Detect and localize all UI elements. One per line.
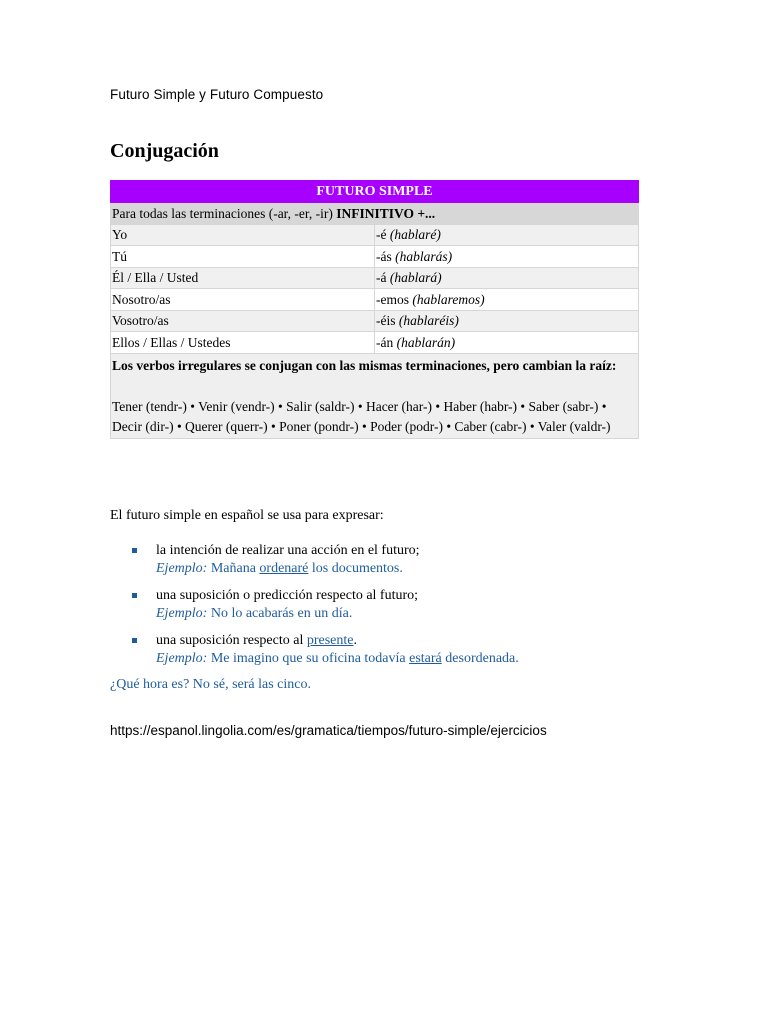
list-item (130, 542, 519, 577)
ending-example: (hablarás) (395, 248, 453, 264)
irregular-list: Tener (tendr-) • Venir (vendr-) • Salir (saldr-) • Hacer (har-) • Haber (habr-) • Saber (sabr-) • Decir (dir-) • Querer (querr-) • Poner (pondr-) • Poder (podr-) • Caber (cabr-) • Valer (valdr-) (112, 398, 611, 434)
example-label: Ejemplo: (156, 605, 208, 621)
example-text: Me imagino que su oficina todavía (207, 650, 410, 666)
usage-text-end: . (353, 633, 358, 648)
table-row (111, 246, 639, 268)
intro-text: Para todas las terminaciones (-ar, -er, -ir) (112, 205, 337, 221)
table-heading: FUTURO SIMPLE (111, 181, 639, 203)
ending-example: (hablaréis) (398, 313, 459, 329)
usage-example (156, 560, 519, 578)
person-cell: Tú (111, 246, 375, 268)
ending-text: -emos (376, 291, 413, 307)
intro-bold: INFINITIVO +... (336, 205, 436, 221)
ending-text: -éis (376, 313, 399, 329)
example-text-end: desordenada. (441, 650, 519, 666)
table-heading-row (111, 181, 639, 203)
table-row (111, 332, 639, 354)
example-text-end: los documentos. (308, 560, 403, 576)
table-intro-row (111, 203, 639, 225)
usage-text (156, 587, 519, 605)
usage-text (156, 632, 519, 650)
person-cell: Nosotro/as (111, 289, 375, 311)
example-text: No lo acabarás en un día. (207, 605, 353, 621)
document-header: Futuro Simple y Futuro Compuesto (110, 87, 324, 102)
ending-cell (375, 332, 639, 354)
irregular-row (111, 353, 639, 438)
ending-cell (375, 246, 639, 268)
source-url[interactable]: https://espanol.lingolia.com/es/gramatica/tiempos/futuro-simple/ejercicios (110, 723, 547, 738)
ending-cell (375, 224, 639, 246)
person-cell: Él / Ella / Usted (111, 267, 375, 289)
conjugation-table (110, 180, 639, 439)
ending-cell (375, 289, 639, 311)
usage-example (156, 650, 519, 668)
example-text: Mañana (207, 560, 260, 576)
list-item (130, 632, 519, 667)
example-label: Ejemplo: (156, 560, 208, 576)
usage-example (156, 605, 519, 623)
ending-text: -án (376, 334, 397, 350)
square-bullet-icon (132, 593, 137, 598)
ending-text: -á (376, 270, 390, 286)
usage-intro: El futuro simple en español se usa para expresar: (110, 508, 384, 523)
table-row (111, 267, 639, 289)
example-underlined: ordenaré (259, 560, 309, 576)
irregular-title: Los verbos irregulares se conjugan con las mismas terminaciones, pero cambian la raíz: (112, 357, 617, 373)
ending-example: (hablaremos) (412, 291, 485, 307)
presente-link[interactable]: presente (306, 633, 354, 648)
example-label: Ejemplo: (156, 650, 208, 666)
table-row (111, 224, 639, 246)
ending-cell (375, 267, 639, 289)
section-title: Conjugación (110, 140, 219, 162)
person-cell: Ellos / Ellas / Ustedes (111, 332, 375, 354)
usage-text-part: la intención de realizar una acción en el futuro; (156, 543, 420, 558)
table-row (111, 310, 639, 332)
square-bullet-icon (132, 638, 137, 643)
usage-text (156, 542, 519, 560)
ending-text: -ás (376, 248, 396, 264)
table-intro (111, 203, 639, 225)
list-item (130, 587, 519, 622)
usage-text-part: una suposición o predicción respecto al futuro; (156, 588, 419, 603)
ending-example: (hablará) (389, 270, 442, 286)
usage-text-part: una suposición respecto al (156, 633, 307, 648)
extra-example: ¿Qué hora es? No sé, será las cinco. (110, 677, 311, 692)
ending-cell (375, 310, 639, 332)
table-row (111, 289, 639, 311)
usage-list (130, 542, 519, 677)
ending-example: (hablarán) (396, 334, 456, 350)
square-bullet-icon (132, 548, 137, 553)
ending-example: (hablaré) (389, 227, 441, 243)
person-cell: Vosotro/as (111, 310, 375, 332)
irregular-cell (111, 353, 639, 438)
example-underlined: estará (409, 650, 442, 666)
person-cell: Yo (111, 224, 375, 246)
ending-text: -é (376, 227, 390, 243)
